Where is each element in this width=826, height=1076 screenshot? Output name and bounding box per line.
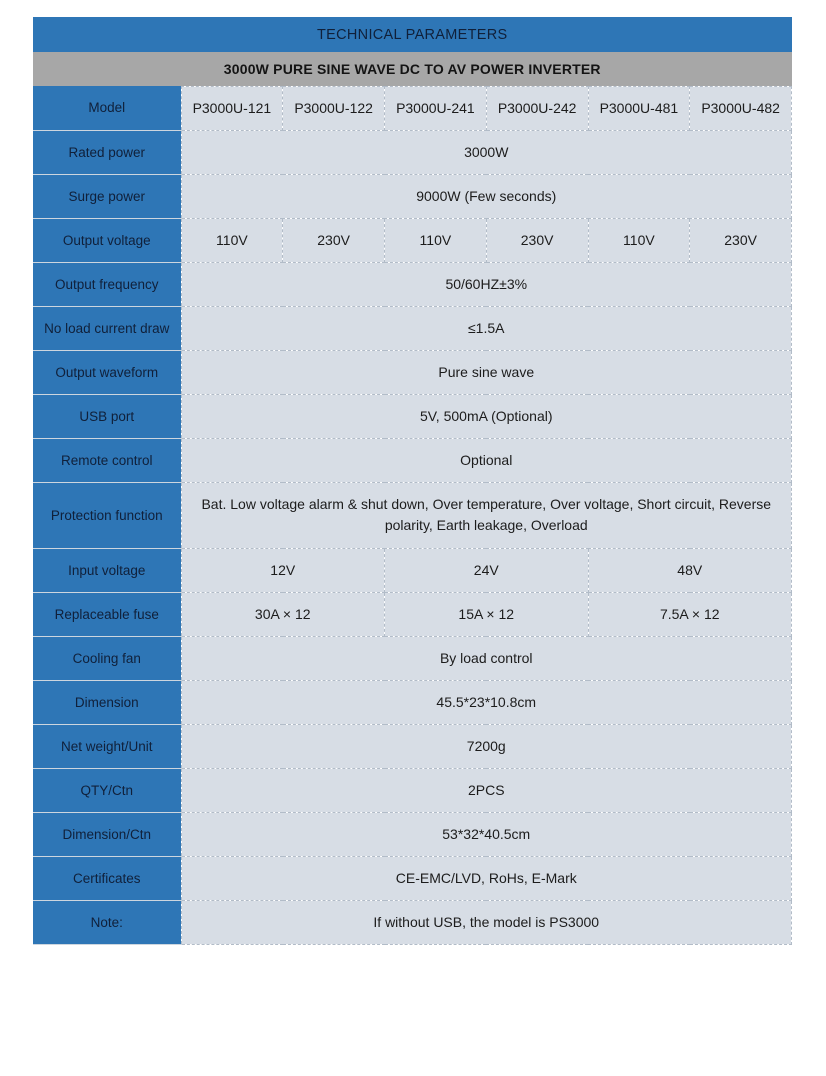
- row-label-cell: Output voltage: [33, 218, 181, 262]
- row-label-cell: Net weight/Unit: [33, 724, 181, 768]
- table-row: [33, 680, 792, 724]
- row-label-cell: Dimension/Ctn: [33, 812, 181, 856]
- table-row: [33, 86, 792, 130]
- row-label-cell: USB port: [33, 394, 181, 438]
- value-cell: 50/60HZ±3%: [181, 262, 792, 306]
- value-cell: 110V: [181, 218, 283, 262]
- row-label-cell: Cooling fan: [33, 636, 181, 680]
- table-title: TECHNICAL PARAMETERS: [33, 17, 792, 52]
- table-row: [33, 856, 792, 900]
- value-cell: 2PCS: [181, 768, 792, 812]
- table-row: [33, 724, 792, 768]
- value-cell: P3000U-482: [690, 86, 792, 130]
- value-cell: 7.5A × 12: [588, 592, 792, 636]
- value-cell: 110V: [385, 218, 487, 262]
- value-cell: 30A × 12: [181, 592, 385, 636]
- row-label-cell: No load current draw: [33, 306, 181, 350]
- row-label-cell: Note:: [33, 900, 181, 944]
- table-row: [33, 262, 792, 306]
- row-label-cell: Remote control: [33, 438, 181, 482]
- row-label-cell: Replaceable fuse: [33, 592, 181, 636]
- value-cell: Optional: [181, 438, 792, 482]
- value-cell: 53*32*40.5cm: [181, 812, 792, 856]
- table-row: [33, 548, 792, 592]
- value-cell: 230V: [283, 218, 385, 262]
- table-row: [33, 350, 792, 394]
- value-cell: 110V: [588, 218, 690, 262]
- value-cell: 230V: [486, 218, 588, 262]
- table-row: [33, 482, 792, 548]
- value-cell: 12V: [181, 548, 385, 592]
- table-row: [33, 17, 792, 52]
- table-row: [33, 174, 792, 218]
- value-cell: 9000W (Few seconds): [181, 174, 792, 218]
- value-cell: 230V: [690, 218, 792, 262]
- value-cell: If without USB, the model is PS3000: [181, 900, 792, 944]
- table-row: [33, 438, 792, 482]
- row-label-cell: QTY/Ctn: [33, 768, 181, 812]
- table-row: [33, 306, 792, 350]
- value-cell: P3000U-481: [588, 86, 690, 130]
- table-row: [33, 394, 792, 438]
- table-subtitle: 3000W PURE SINE WAVE DC TO AV POWER INVERTER: [33, 52, 792, 86]
- value-cell: ≤1.5A: [181, 306, 792, 350]
- row-label-cell: Certificates: [33, 856, 181, 900]
- value-cell: P3000U-121: [181, 86, 283, 130]
- technical-parameters-table: [33, 17, 792, 945]
- value-cell: P3000U-122: [283, 86, 385, 130]
- value-cell: 5V, 500mA (Optional): [181, 394, 792, 438]
- table-row: [33, 812, 792, 856]
- row-label-cell: Model: [33, 86, 181, 130]
- table-row: [33, 130, 792, 174]
- row-label-cell: Output waveform: [33, 350, 181, 394]
- value-cell: Pure sine wave: [181, 350, 792, 394]
- row-label-cell: Rated power: [33, 130, 181, 174]
- value-cell: P3000U-241: [385, 86, 487, 130]
- value-cell: By load control: [181, 636, 792, 680]
- row-label-cell: Dimension: [33, 680, 181, 724]
- row-label-cell: Output frequency: [33, 262, 181, 306]
- row-label-cell: Protection function: [33, 482, 181, 548]
- value-cell: 7200g: [181, 724, 792, 768]
- table-row: [33, 52, 792, 86]
- table-row: [33, 768, 792, 812]
- value-cell: 15A × 12: [385, 592, 589, 636]
- row-label-cell: Input voltage: [33, 548, 181, 592]
- table-row: [33, 900, 792, 944]
- table-row: [33, 636, 792, 680]
- value-cell: 24V: [385, 548, 589, 592]
- table-row: [33, 218, 792, 262]
- table-row: [33, 592, 792, 636]
- value-cell: 48V: [588, 548, 792, 592]
- value-cell: CE-EMC/LVD, RoHs, E-Mark: [181, 856, 792, 900]
- value-cell: 3000W: [181, 130, 792, 174]
- row-label-cell: Surge power: [33, 174, 181, 218]
- value-cell: 45.5*23*10.8cm: [181, 680, 792, 724]
- table-body: [33, 17, 792, 944]
- value-cell: Bat. Low voltage alarm & shut down, Over temperature, Over voltage, Short circuit, Reverse polarity, Earth leakage, Overload: [181, 482, 792, 548]
- value-cell: P3000U-242: [486, 86, 588, 130]
